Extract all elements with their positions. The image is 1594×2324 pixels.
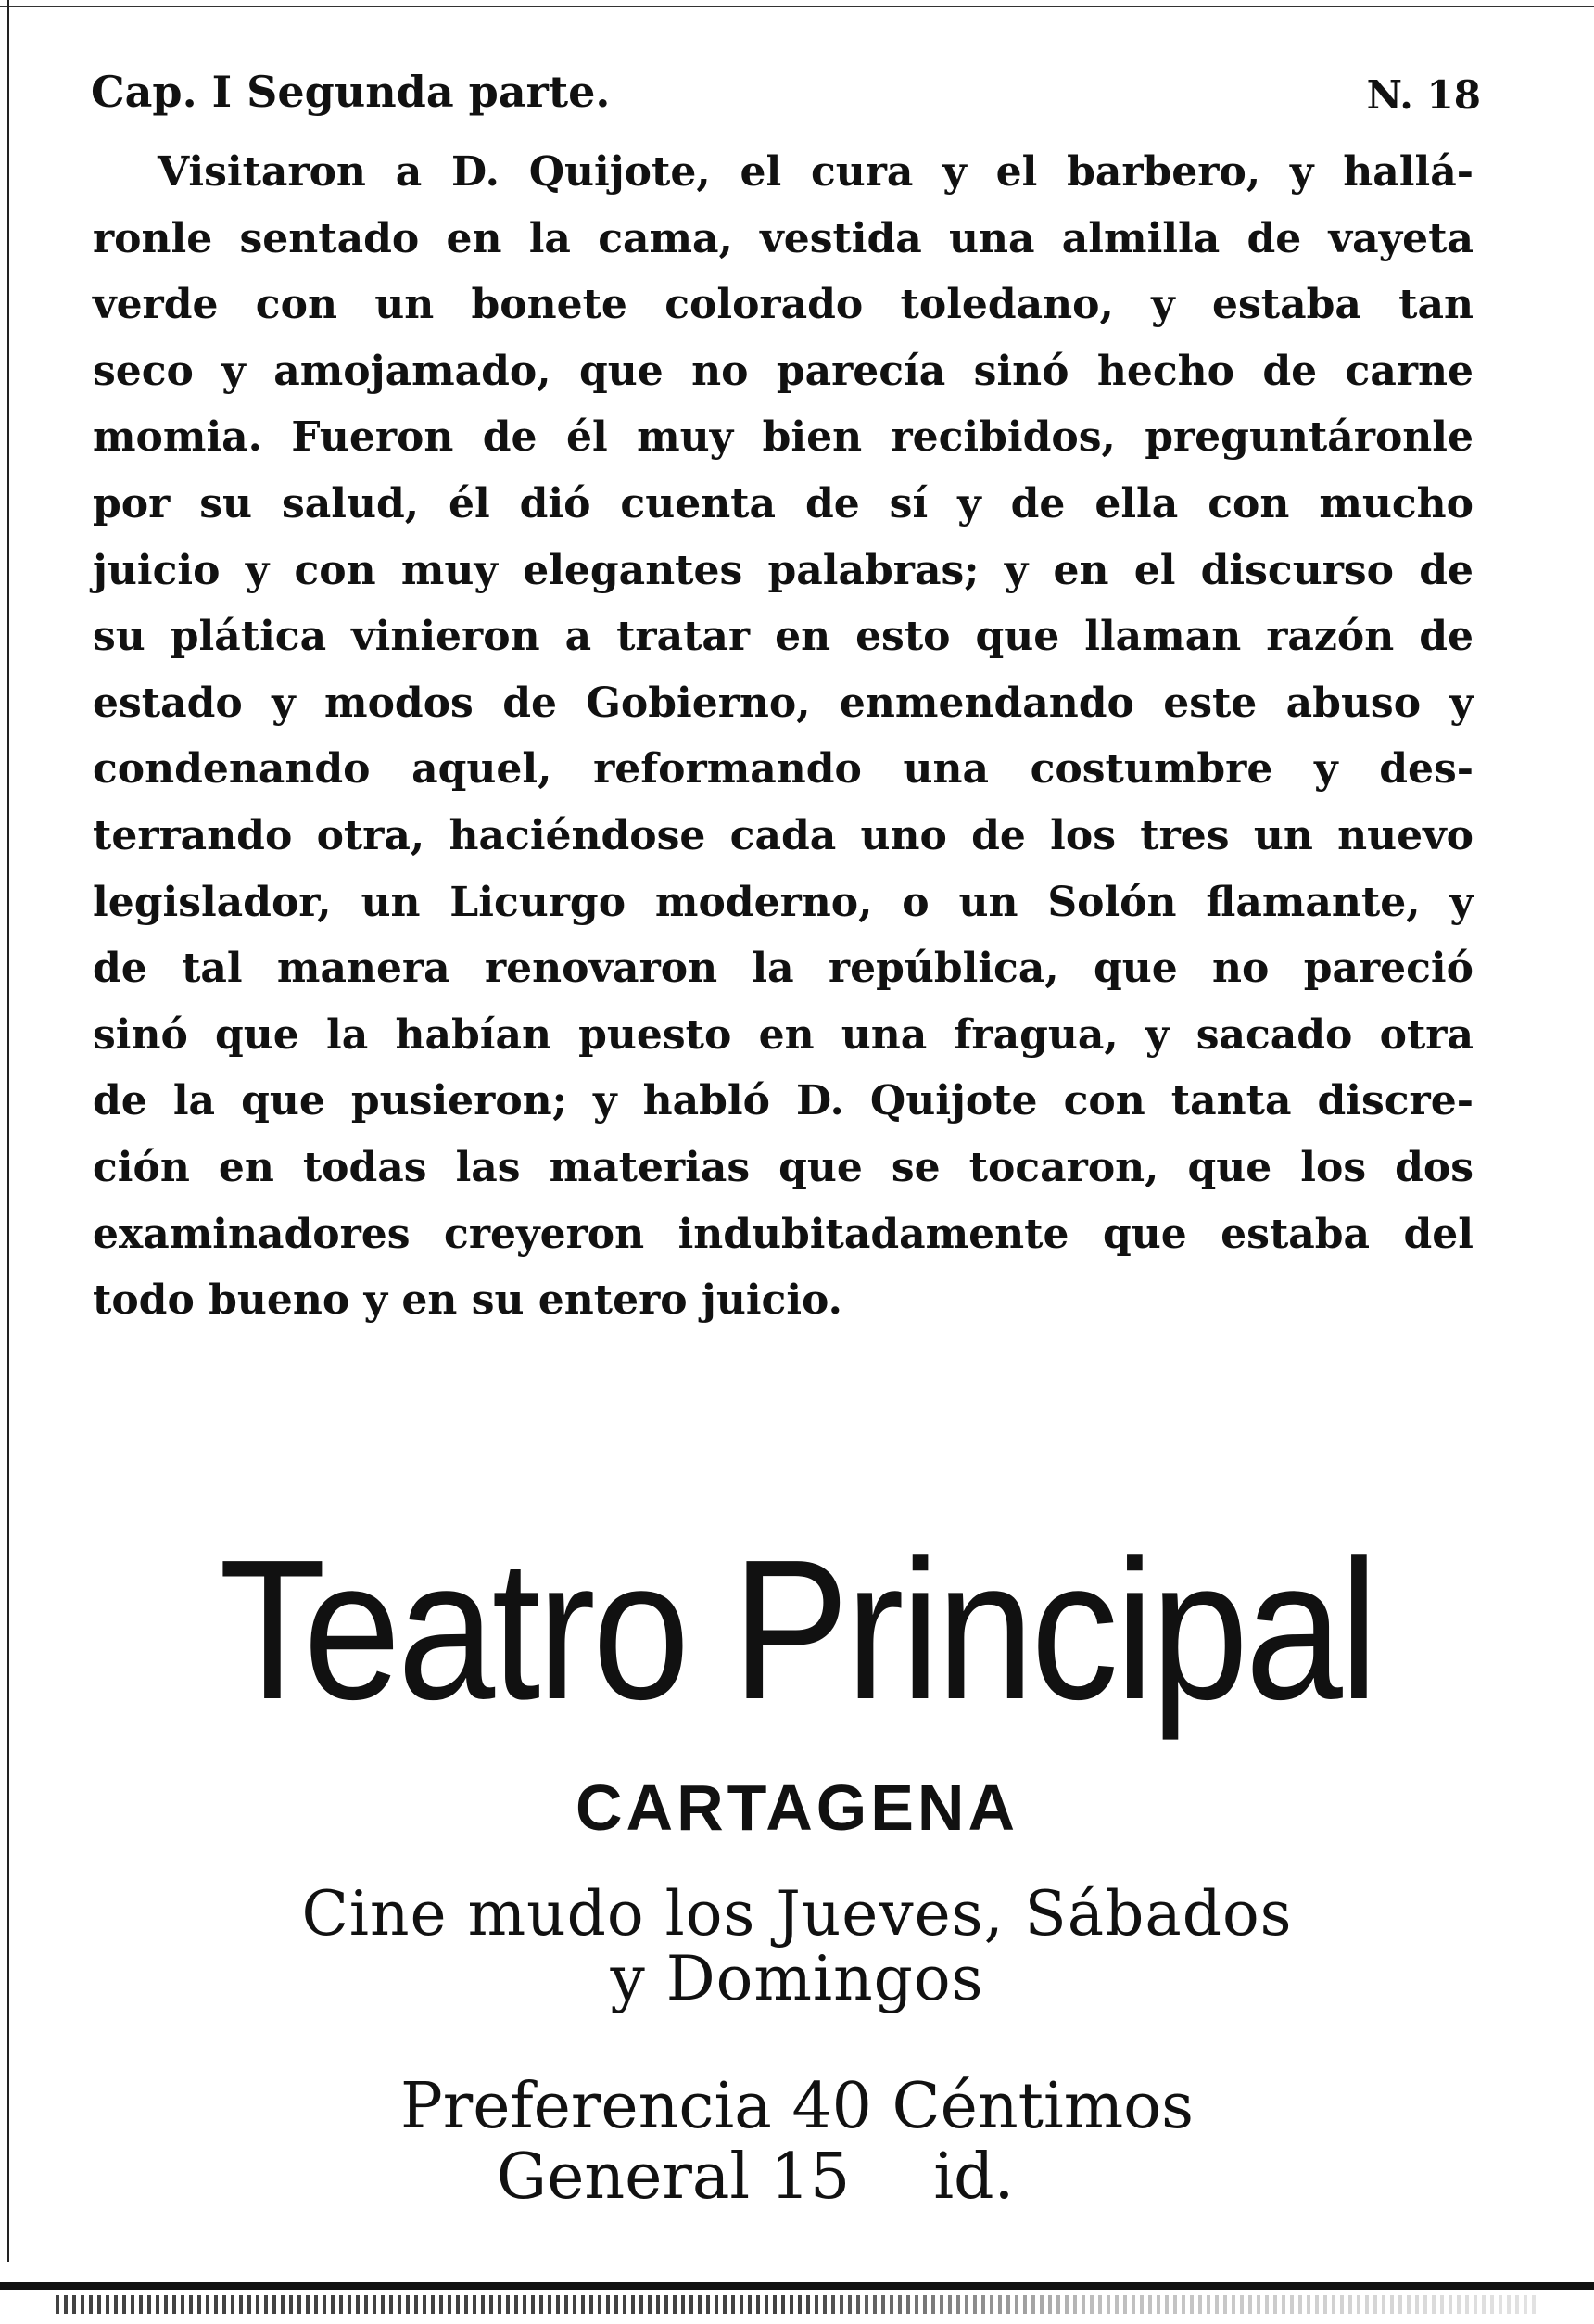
schedule-line: y Domingos (610, 1943, 984, 2014)
paragraph-line: su plática vinieron a tratar en esto que llaman razón de (93, 613, 1474, 661)
price-general-unit: id. (933, 2140, 1015, 2214)
chapter-heading: Cap. I Segunda parte. (91, 67, 611, 117)
paragraph-line: estado y modos de Gobierno, enmendando este abuso y (93, 679, 1474, 727)
paragraph-line: verde con un bonete colorado toledano, y estaba tan (93, 281, 1474, 329)
paragraph-line: terrando otra, haciéndose cada uno de los tres un nuevo (93, 811, 1474, 859)
paragraph-line: de la que pusieron; y habló D. Quijote con tanta discre- (93, 1077, 1474, 1125)
paragraph-line: por su salud, él dió cuenta de sí y de ella con mucho (93, 479, 1474, 527)
paragraph-line: todo bueno y en su entero juicio. (93, 1276, 842, 1325)
page-top-rule (0, 6, 1594, 7)
price-general-label: General 15 (496, 2140, 851, 2214)
paragraph-line: Visitaron a D. Quijote, el cura y el barbero, y hallá- (158, 148, 1474, 196)
paragraph-line: juicio y con muy elegantes palabras; y en el discurso de (93, 546, 1474, 594)
paragraph-line: ronle sentado en la cama, vestida una almilla de vayeta (93, 214, 1474, 262)
city-name: CARTAGENA (575, 1772, 1018, 1844)
paragraph-line: examinadores creyeron indubitadamente que estaba del (93, 1210, 1474, 1258)
paragraph-line: ción en todas las materias que se tocaron, que los dos (93, 1143, 1474, 1191)
paragraph-line: momia. Fueron de él muy bien recibidos, preguntáronle (93, 413, 1474, 462)
ticket-prices (0, 2072, 1594, 2213)
page-number: N. 18 (1366, 72, 1481, 118)
paragraph-line: condenando aquel, reformando una costumbre y des- (93, 745, 1474, 794)
theater-name: Teatro Principal (219, 1518, 1375, 1741)
paragraph-line: de tal manera renovaron la república, que no pareció (93, 945, 1474, 993)
paragraph-line: seco y amojamado, que no parecía sinó hecho de carne (93, 347, 1474, 395)
price-general (0, 2142, 1594, 2213)
screening-schedule (0, 1878, 1594, 2014)
bottom-rule (0, 2282, 1594, 2290)
paragraph-line: sinó que la habían puesto en una fragua, y sacado otra (93, 1010, 1474, 1059)
price-preferencia: Preferencia 40 Céntimos (399, 2070, 1195, 2143)
scan-noise-pattern (56, 2295, 1538, 2314)
paragraph-line: legislador, un Licurgo moderno, o un Solón flamante, y (93, 878, 1474, 926)
schedule-line: Cine mudo los Jueves, Sábados (301, 1878, 1293, 1949)
page-header (91, 67, 1481, 132)
body-paragraph (93, 139, 1474, 1334)
scan-edge-strip (0, 2282, 1594, 2324)
